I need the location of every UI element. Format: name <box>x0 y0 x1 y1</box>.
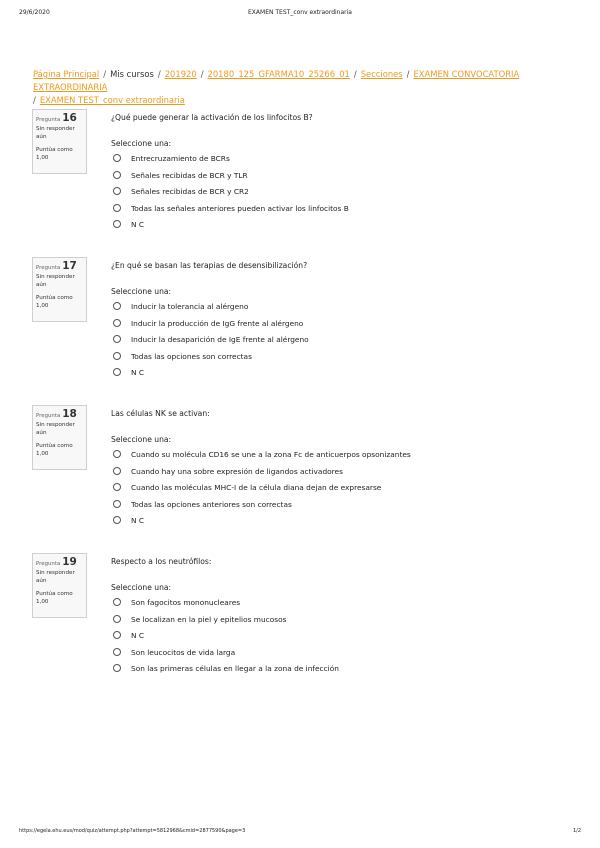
answer-label: N C <box>131 516 145 525</box>
answer-option[interactable] <box>113 482 553 499</box>
question-info-box <box>32 405 87 470</box>
print-date: 29/6/2020 <box>19 9 50 16</box>
breadcrumb-separator: / <box>103 69 107 79</box>
answer-option[interactable] <box>113 153 553 170</box>
question-text: ¿Qué puede generar la activación de los linfocitos B? <box>111 113 313 122</box>
question-number: 18 <box>62 408 77 420</box>
answer-label: Inducir la tolerancia al alérgeno <box>131 302 249 311</box>
breadcrumb-my-courses: Mis cursos <box>110 69 154 79</box>
breadcrumb-sections-link[interactable]: Secciones <box>360 69 403 79</box>
answer-label: N C <box>131 631 145 640</box>
answer-label: Se localizan en la piel y epitelios mucosos <box>131 614 287 624</box>
radio-button[interactable] <box>113 154 121 162</box>
radio-button[interactable] <box>113 516 121 524</box>
answer-option[interactable] <box>113 449 553 466</box>
question-info-box <box>32 553 87 618</box>
answer-prompt: Seleccione una: <box>111 287 172 296</box>
question-grade: Puntúa como 1,00 <box>36 591 73 605</box>
answer-option[interactable] <box>113 466 553 483</box>
answer-option[interactable] <box>113 647 553 664</box>
question-number: 17 <box>62 260 77 272</box>
answer-option[interactable] <box>113 301 553 318</box>
answer-prompt: Seleccione una: <box>111 139 172 148</box>
answer-prompt: Seleccione una: <box>111 583 172 592</box>
radio-button[interactable] <box>113 352 121 360</box>
answer-label: Todas las señales anteriores pueden activar los linfocitos B <box>131 203 349 213</box>
radio-button[interactable] <box>113 467 121 475</box>
answer-option[interactable] <box>113 318 553 335</box>
radio-button[interactable] <box>113 500 121 508</box>
radio-button[interactable] <box>113 598 121 606</box>
question-info-box <box>32 109 87 174</box>
answer-label: Todas las opciones anteriores son correctas <box>131 499 292 509</box>
radio-button[interactable] <box>113 648 121 656</box>
answer-label: Señales recibidas de BCR y CR2 <box>131 187 249 196</box>
breadcrumb-course-link[interactable]: 20180_125_GFARMA10_25266_01 <box>207 69 350 79</box>
answer-label: Cuando su molécula CD16 se une a la zona Fc de anticuerpos opsonizantes <box>131 450 411 459</box>
question-text: Respecto a los neutrófilos: <box>111 557 212 566</box>
answer-label: Cuando hay una sobre expresión de ligandos activadores <box>131 466 343 476</box>
breadcrumb-home-link[interactable]: Página Principal <box>33 69 100 79</box>
answer-label: Inducir la producción de IgG frente al alérgeno <box>131 318 304 328</box>
question-grade: Puntúa como 1,00 <box>36 147 73 161</box>
answer-list <box>113 301 553 384</box>
breadcrumb-separator: / <box>353 69 357 79</box>
question-label: Pregunta <box>36 413 61 419</box>
question-number: 16 <box>62 112 77 124</box>
question-grade: Puntúa como 1,00 <box>36 443 73 457</box>
radio-button[interactable] <box>113 204 121 212</box>
answer-option[interactable] <box>113 367 553 384</box>
answer-prompt: Seleccione una: <box>111 435 172 444</box>
answer-list <box>113 153 553 236</box>
answer-label: N C <box>131 220 145 229</box>
answer-option[interactable] <box>113 186 553 203</box>
answer-option[interactable] <box>113 597 553 614</box>
breadcrumb <box>33 68 573 107</box>
answer-option[interactable] <box>113 630 553 647</box>
radio-button[interactable] <box>113 319 121 327</box>
question-text: Las células NK se activan: <box>111 409 210 418</box>
radio-button[interactable] <box>113 171 121 179</box>
answer-label: Inducir la desaparición de IgE frente al alérgeno <box>131 335 309 344</box>
radio-button[interactable] <box>113 335 121 343</box>
print-page-number: 1/2 <box>572 828 581 834</box>
question-grade: Puntúa como 1,00 <box>36 295 73 309</box>
answer-option[interactable] <box>113 515 553 532</box>
answer-label: Todas las opciones son correctas <box>131 351 252 361</box>
breadcrumb-quiz-link[interactable]: EXAMEN TEST_conv extraordinaria <box>39 95 185 105</box>
breadcrumb-separator: / <box>406 69 410 79</box>
question-label: Pregunta <box>36 117 61 123</box>
breadcrumb-exam-section-link[interactable]: EXAMEN CONVOCATORIA EXTRAORDINARIA <box>33 69 520 92</box>
breadcrumb-separator: / <box>33 95 36 105</box>
answer-label: Entrecruzamiento de BCRs <box>131 154 230 163</box>
print-title: EXAMEN TEST_conv extraordinaria <box>248 9 352 16</box>
answer-label: Son las primeras células en llegar a la zona de infección <box>131 664 339 673</box>
radio-button[interactable] <box>113 368 121 376</box>
question-state: Sin responder aún <box>36 274 75 288</box>
answer-list <box>113 449 553 532</box>
answer-option[interactable] <box>113 663 553 680</box>
answer-label: Señales recibidas de BCR y TLR <box>131 170 248 180</box>
breadcrumb-separator: / <box>157 69 161 79</box>
print-header <box>0 9 600 21</box>
question-label: Pregunta <box>36 561 61 567</box>
breadcrumb-year-link[interactable]: 201920 <box>164 69 197 79</box>
radio-button[interactable] <box>113 302 121 310</box>
radio-button[interactable] <box>113 664 121 672</box>
question-state: Sin responder aún <box>36 570 75 584</box>
radio-button[interactable] <box>113 615 121 623</box>
breadcrumb-separator: / <box>200 69 204 79</box>
answer-option[interactable] <box>113 219 553 236</box>
print-footer <box>0 828 600 840</box>
question-text: ¿En qué se basan las terapias de desensibilización? <box>111 261 308 270</box>
answer-label: N C <box>131 368 145 377</box>
radio-button[interactable] <box>113 220 121 228</box>
answer-list <box>113 597 553 680</box>
question-number: 19 <box>62 556 77 568</box>
radio-button[interactable] <box>113 450 121 458</box>
answer-option[interactable] <box>113 334 553 351</box>
answer-label: Son fagocitos mononucleares <box>131 598 241 607</box>
answer-label: Son leucocitos de vida larga <box>131 647 236 657</box>
answer-option[interactable] <box>113 499 553 516</box>
print-url: https://egela.ehu.eus/mod/quiz/attempt.php?attempt=5812968&cmid=2877590&page=3 <box>19 828 246 834</box>
question-state: Sin responder aún <box>36 126 75 140</box>
answer-label: Cuando las moléculas MHC-I de la célula diana dejan de expresarse <box>131 483 382 492</box>
radio-button[interactable] <box>113 631 121 639</box>
answer-option[interactable] <box>113 351 553 368</box>
radio-button[interactable] <box>113 187 121 195</box>
answer-option[interactable] <box>113 170 553 187</box>
question-label: Pregunta <box>36 265 61 271</box>
question-state: Sin responder aún <box>36 422 75 436</box>
radio-button[interactable] <box>113 483 121 491</box>
question-info-box <box>32 257 87 322</box>
answer-option[interactable] <box>113 614 553 631</box>
answer-option[interactable] <box>113 203 553 220</box>
